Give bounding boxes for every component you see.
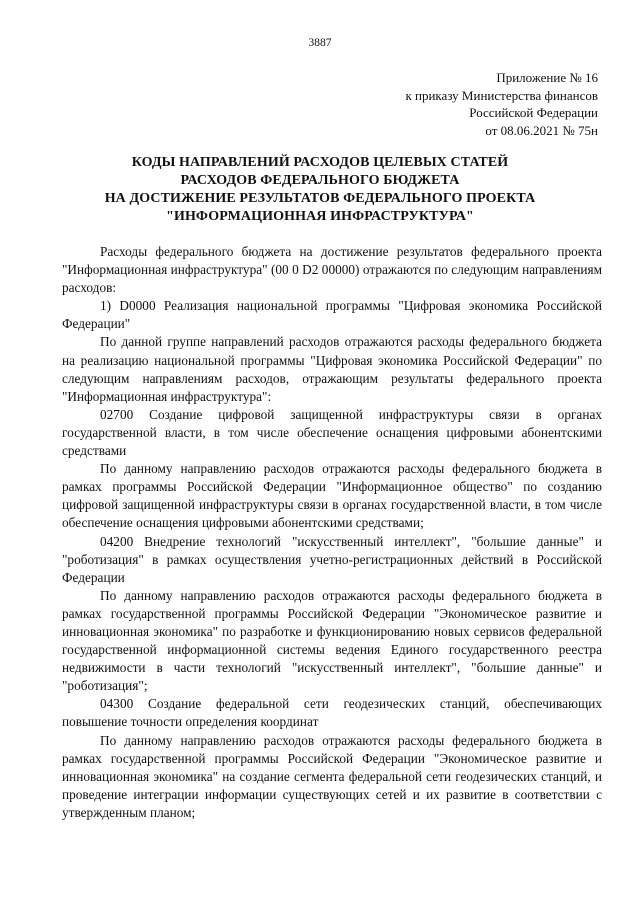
appendix-line: Российской Федерации <box>469 105 598 120</box>
appendix-reference <box>338 69 598 139</box>
appendix-line: от 08.06.2021 № 75н <box>485 122 598 138</box>
title-line: РАСХОДОВ ФЕДЕРАЛЬНОГО БЮДЖЕТА <box>180 173 460 188</box>
page-number: 3887 <box>308 37 332 49</box>
title-line: "ИНФОРМАЦИОННАЯ ИНФРАСТРУКТУРА" <box>166 209 474 224</box>
title-line: НА ДОСТИЖЕНИЕ РЕЗУЛЬТАТОВ ФЕДЕРАЛЬНОГО ПРОЕКТА <box>104 191 536 206</box>
paragraph-description: По данному направлению расходов отражаются расходы федерального бюджета в рамках программы Российской Федерации "Информационное общество" по созданию цифровой защищенной инфраструктуры связи в органах государственной власти, в том числе обеспечение оснащения цифровыми абонентскими средствами; <box>62 461 602 531</box>
paragraph-item-04300: 04300 Создание федеральной сети геодезических станций, обеспечивающих повышение точности определения координат <box>62 696 602 730</box>
paragraph-description: По данной группе направлений расходов отражаются расходы федерального бюджета на реализацию национальной программы "Цифровая экономика Российской Федерации" по следующим направлениям расходов, отражающим результаты федерального проекта "Информационная инфраструктура": <box>62 334 602 404</box>
appendix-line: Приложение № 16 <box>496 70 598 85</box>
appendix-line: к приказу Министерства финансов <box>405 87 598 103</box>
paragraph-description: По данному направлению расходов отражаются расходы федерального бюджета в рамках государственной программы Российской Федерации "Экономическое развитие и инновационная экономика" на создание сегмента федеральной сети геодезических станций, и проведение интеграции информации существующих сетей и их развитие в соответствии с утвержденным планом; <box>62 732 602 820</box>
paragraph-description: По данному направлению расходов отражаются расходы федерального бюджета в рамках государственной программы Российской Федерации "Экономическое развитие и инновационная экономика" по разработке и функционированию новых сервисов федеральной государственной информационной системы ведения Единого государственного реестра недвижимости в части технологий "искусственный интеллект", "большие данные" и "роботизация"; <box>62 587 602 694</box>
paragraph-item-02700: 02700 Создание цифровой защищенной инфраструктуры связи в органах государственной власти, в том числе обеспечение оснащения цифровыми абонентскими средствами <box>62 406 602 459</box>
paragraph-item-04200: 04200 Внедрение технологий "искусственный интеллект", "большие данные" и "роботизация" в рамках осуществления учетно-регистрационных действий в Российской Федерации <box>62 533 602 585</box>
document-body <box>62 243 602 822</box>
paragraph-intro: Расходы федерального бюджета на достижение результатов федерального проекта "Информационная инфраструктура" (00 0 D2 00000) отражаются по следующим направлениям расходов: <box>62 244 602 296</box>
paragraph-item-d0000: 1) D0000 Реализация национальной программы "Цифровая экономика Российской Федерации" <box>62 298 602 332</box>
document-title <box>40 154 600 226</box>
title-line: КОДЫ НАПРАВЛЕНИЙ РАСХОДОВ ЦЕЛЕВЫХ СТАТЕЙ <box>131 155 509 170</box>
